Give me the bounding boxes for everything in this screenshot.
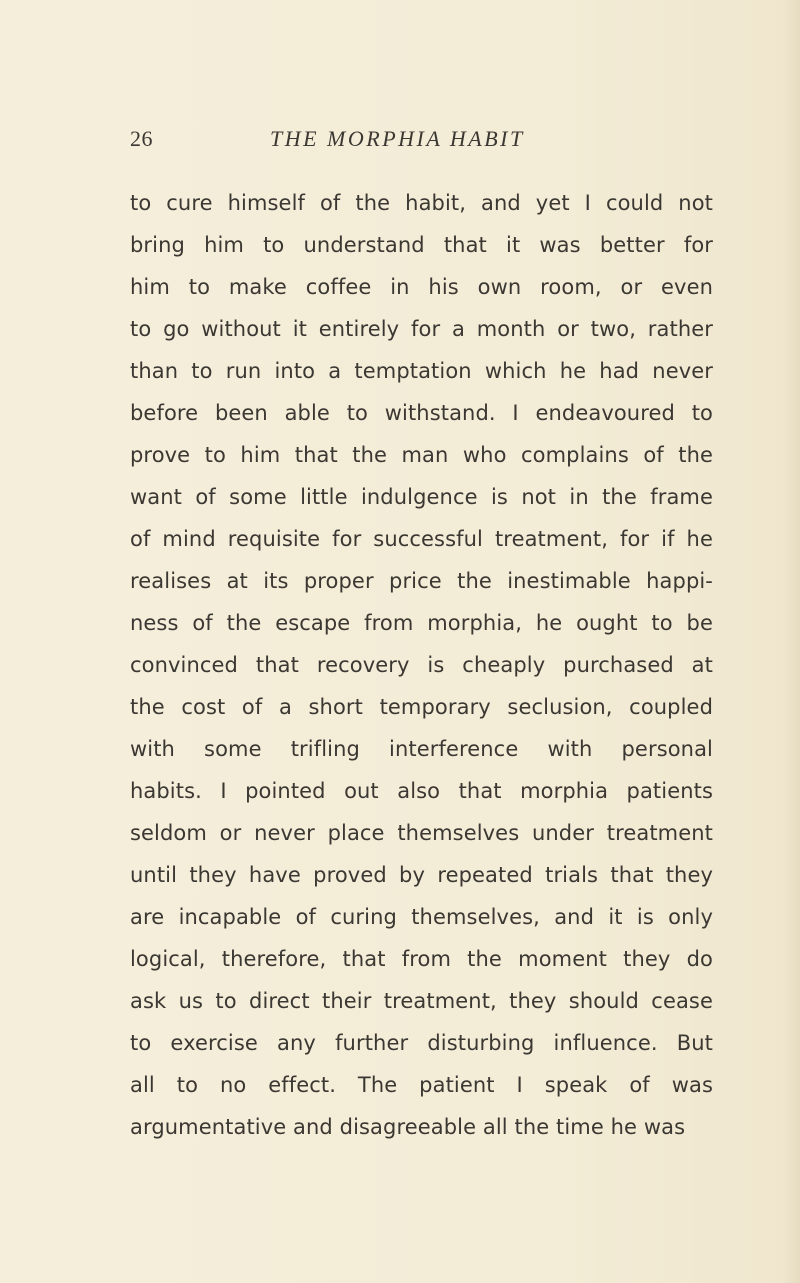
text-line: the cost of a short temporary seclusion, coupled [130,695,713,719]
text-line: logical, therefore, that from the moment they do [130,947,713,971]
text-line: him to make coffee in his own room, or even [130,275,713,299]
text-line: habits. I pointed out also that morphia patients [130,779,713,803]
body-text [130,182,713,1148]
text-line: all to no effect. The patient I speak of was [130,1073,713,1097]
text-line: of mind requisite for successful treatment, for if he [130,527,713,551]
running-head: THE MORPHIA HABIT [270,126,525,151]
text-line: seldom or never place themselves under treatment [130,821,713,845]
page-header [130,126,730,156]
text-line: before been able to withstand. I endeavoured to [130,401,713,425]
page-edge-shadow [782,0,800,1283]
text-line: realises at its proper price the inestimable happi- [130,569,713,593]
text-line: prove to him that the man who complains of the [130,443,713,467]
text-line: to exercise any further disturbing influence. But [130,1031,713,1055]
text-line: ask us to direct their treatment, they should cease [130,989,713,1013]
text-line: convinced that recovery is cheaply purchased at [130,653,713,677]
text-line: argumentative and disagreeable all the time he was [130,1115,686,1139]
text-line: to go without it entirely for a month or two, rather [130,317,713,341]
text-line: with some trifling interference with personal [130,737,713,761]
text-line: ness of the escape from morphia, he ought to be [130,611,713,635]
text-line: than to run into a temptation which he had never [130,359,713,383]
text-line: to cure himself of the habit, and yet I could not [130,191,713,215]
text-line: are incapable of curing themselves, and it is only [130,905,713,929]
page-number: 26 [130,126,153,151]
text-line: until they have proved by repeated trials that they [130,863,713,887]
text-line: want of some little indulgence is not in the frame [130,485,713,509]
text-line: bring him to understand that it was better for [130,233,713,257]
